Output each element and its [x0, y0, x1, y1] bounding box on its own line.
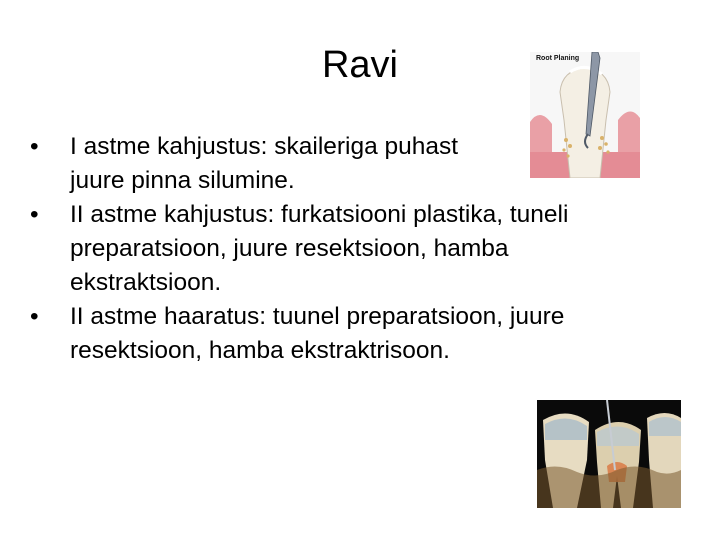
- bullet-2-line-3: ekstraktsioon.: [70, 269, 222, 296]
- bullet-3-line-2: resektsioon, hamba ekstraktrisoon.: [70, 337, 450, 364]
- image-caption: Root Planing: [536, 55, 580, 62]
- bullet-2-line-1: II astme kahjustus: furkatsiooni plastika, tuneli: [70, 201, 569, 228]
- root-planing-image: [530, 52, 640, 178]
- bullet-item-2: [30, 198, 690, 300]
- bullet-dot: •: [30, 201, 39, 228]
- root-planing-illustration-icon: [530, 52, 640, 178]
- bullet-item-3: [30, 300, 690, 368]
- bullet-1-line-2: juure pinna silumine.: [70, 167, 295, 194]
- tooth-photo-image: [537, 400, 681, 508]
- bullet-1-line-1: I astme kahjustus: skaileriga puhast: [70, 133, 459, 160]
- bullet-dot: •: [30, 303, 39, 330]
- bullet-2-line-2: preparatsioon, juure resektsioon, hamba: [70, 235, 509, 262]
- tooth-furcation-photo-icon: [537, 400, 681, 508]
- bullet-3-line-1: II astme haaratus: tuunel preparatsioon, juure: [70, 303, 565, 330]
- slide-title: Ravi: [321, 44, 399, 86]
- bullet-dot: •: [30, 133, 39, 160]
